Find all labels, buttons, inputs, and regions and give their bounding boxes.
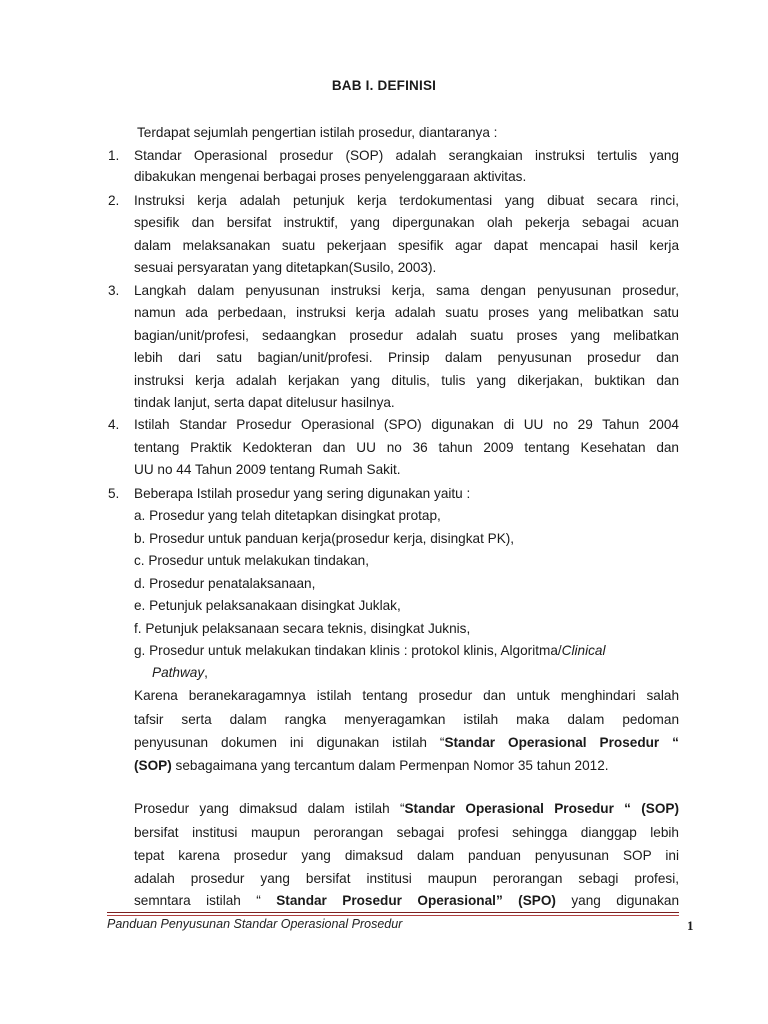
sub-item-text: , [204,665,208,680]
paragraph-bold: Standar Operasional Prosedur “ [444,735,679,750]
sub-item-cont [152,663,208,683]
item-number: 5. [108,486,120,501]
paragraph-text: penyusunan dokumen ini digunakan istilah “ [134,735,445,750]
item-line: dalam melaksanakan suatu pekerjaan spesifik agar dapat mencapai hasil kerja [134,238,679,253]
paragraph-line: Karena beranekaragamnya istilah tentang prosedur dan untuk menghindari salah [134,688,679,703]
paragraph-text: yang digunakan [555,893,680,908]
paragraph-bold: Standar Prosedur Operasional” (SPO) [276,893,556,908]
sub-item: b. Prosedur untuk panduan kerja(prosedur kerja, disingkat PK), [134,531,515,546]
item-line: tentang Praktik Kedokteran dan UU no 36 tahun 2009 tentang Kesehatan dan [134,440,679,455]
sub-item: a. Prosedur yang telah ditetapkan disingkat protap, [134,508,441,523]
item-line: sesuai persyaratan yang ditetapkan(Susilo, 2003). [134,260,437,275]
item-line: Beberapa Istilah prosedur yang sering digunakan yaitu : [134,486,471,501]
paragraph-line [134,799,679,819]
item-line: Instruksi kerja adalah petunjuk kerja terdokumentasi yang dibuat secara rinci, [134,193,679,208]
footer-title: Panduan Penyusunan Standar Operasional Prosedur [107,917,403,931]
paragraph-line [134,756,609,776]
sub-item: f. Petunjuk pelaksanaan secara teknis, disingkat Juknis, [134,621,471,636]
paragraph-line [134,733,679,753]
item-number: 4. [108,417,120,432]
item-number: 3. [108,283,120,298]
paragraph-text: sebagaimana yang tercantum dalam Permenpan Nomor 35 tahun 2012. [171,758,609,773]
paragraph-line: tepat karena prosedur yang dimaksud dalam panduan penyusunan SOP ini [134,848,679,863]
item-line: instruksi kerja adalah kerjakan yang ditulis, tulis yang dikerjakan, buktikan dan [134,373,679,388]
sub-item-italic: Pathway [152,665,205,680]
paragraph-text: Prosedur yang dimaksud dalam istilah “ [134,801,405,816]
item-number: 2. [108,193,120,208]
footer-rule-thin [107,915,679,916]
sub-item-italic: Clinical [561,643,606,658]
paragraph-bold: (SOP) [134,758,172,773]
sub-item [134,641,606,661]
item-line: tindak lanjut, serta dapat ditelusur hasilnya. [134,395,395,410]
item-number: 1. [108,148,120,163]
item-line: UU no 44 Tahun 2009 tentang Rumah Sakit. [134,462,401,477]
paragraph-bold: Standar Operasional Prosedur “ (SOP) [404,801,679,816]
chapter-title: BAB I. DEFINISI [331,78,437,93]
item-line: Standar Operasional prosedur (SOP) adalah serangkaian instruksi tertulis yang [134,148,679,163]
item-line: bagian/unit/profesi, sedaangkan prosedur adalah suatu proses yang melibatkan [134,328,679,343]
paragraph-line: bersifat institusi maupun perorangan sebagai profesi sehingga dianggap lebih [134,825,679,840]
item-line: Langkah dalam penyusunan instruksi kerja, sama dengan penyusunan prosedur, [134,283,679,298]
sub-item: c. Prosedur untuk melakukan tindakan, [134,553,370,568]
sub-item: e. Petunjuk pelaksanakaan disingkat Juklak, [134,598,401,613]
page-number: 1 [687,918,694,933]
footer-rule [107,912,679,913]
item-line: dibakukan mengenai berbagai proses penyelenggaraan aktivitas. [134,169,527,184]
item-line: namun ada perbedaan, instruksi kerja adalah suatu proses yang melibatkan satu [134,305,679,320]
intro-text: Terdapat sejumlah pengertian istilah prosedur, diantaranya : [137,125,498,140]
sub-item-text: g. Prosedur untuk melakukan tindakan klinis : protokol klinis, Algoritma/ [134,643,562,658]
paragraph-line: tafsir serta dalam rangka menyeragamkan istilah maka dalam pedoman [134,712,679,727]
item-line: lebih dari satu bagian/unit/profesi. Prinsip dalam penyusunan prosedur dan [134,350,679,365]
item-line: Istilah Standar Prosedur Operasional (SPO) digunakan di UU no 29 Tahun 2004 [134,417,679,432]
item-line: spesifik dan bersifat instruktif, yang dipergunakan olah pekerja sebagai acuan [134,215,679,230]
sub-item: d. Prosedur penatalaksanaan, [134,576,316,591]
paragraph-line [134,891,679,911]
paragraph-line: adalah prosedur yang bersifat institusi maupun perorangan sebagi profesi, [134,871,679,886]
paragraph-text: semntara istilah “ [134,893,277,908]
